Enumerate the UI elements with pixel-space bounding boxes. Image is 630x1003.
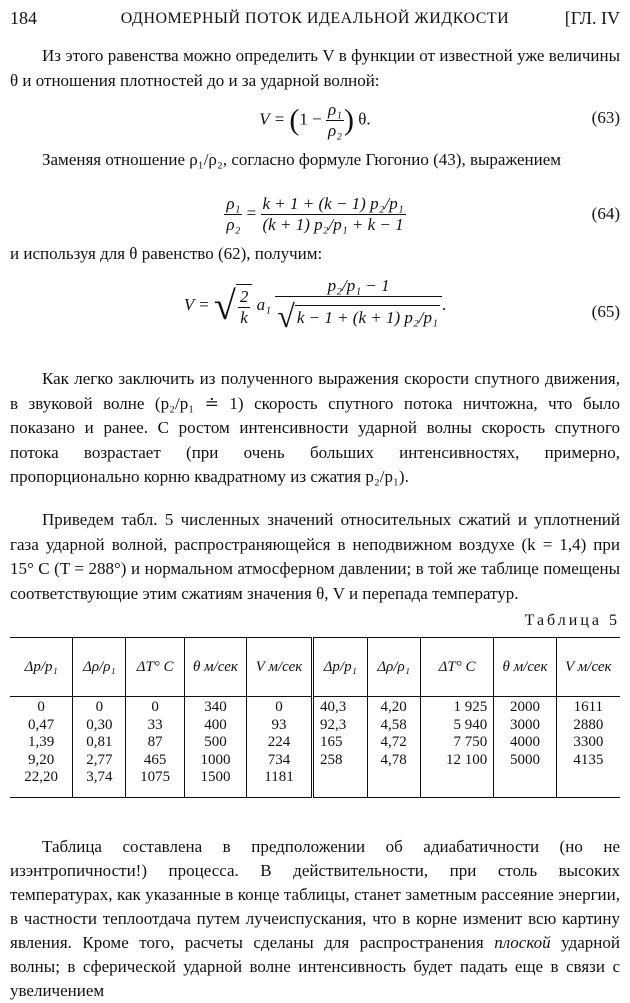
- col-right-theta: [494, 697, 556, 798]
- sqrt-sign-icon: √: [213, 282, 236, 328]
- eq63-tag: (63): [591, 108, 620, 127]
- table-cell: 87: [147, 734, 163, 750]
- eq63-one-minus: 1 −: [299, 109, 322, 129]
- table-cell: 500: [204, 734, 227, 750]
- table-cell: 7 750: [453, 734, 488, 750]
- eq64-equals: =: [246, 203, 257, 223]
- paragraph-6: [10, 835, 620, 1003]
- eq65-tail: .: [441, 294, 447, 314]
- paragraph-6-end: ударной волны; в сферической ударной волне интенсивность будет падать еще в связи с увеличением: [10, 933, 620, 1000]
- table-cell: 400: [204, 716, 227, 733]
- table-cell: 0,30: [86, 716, 113, 733]
- paragraph-6-emphasis: плоской: [494, 933, 551, 952]
- col-header: Δρ/ρ₁: [73, 638, 126, 697]
- table-header-row: [10, 638, 620, 697]
- table-cell: 12 100: [446, 751, 488, 768]
- paragraph-6-text: Таблица составлена в предположении об адиабатичности (но не изэнтропичности!) процесса. В действительности, при столь высоких температурах, как указанные в конце таблицы, станет заметным рассеяние энергии, в частности теплоотдача путем лучеиспускания, что в корне изменит всю картину явления. Кроме того, расчеты сделаны для распространения: [10, 837, 620, 952]
- col-header: V м/сек: [247, 638, 313, 697]
- eq64-rhs-denominator: (k + 1) p₂/p₁ + k − 1: [262, 215, 404, 234]
- eq65-radicand: k − 1 + (k + 1) p₂/p₁: [295, 305, 440, 328]
- table-cell: 0: [37, 699, 45, 715]
- table-cell: 1611: [573, 699, 604, 715]
- eq63-lhs: V =: [259, 109, 286, 129]
- table-cell: 2880: [573, 716, 604, 733]
- col-left-drho: [73, 697, 126, 798]
- col-right-dT: [420, 697, 494, 798]
- eq64-rhs-fraction: [261, 194, 406, 235]
- table-cell: 1181: [264, 769, 294, 785]
- table-cell: 165: [319, 734, 343, 750]
- equation-65: [10, 276, 620, 362]
- table-cell: 2000: [509, 699, 540, 715]
- eq65-tag: (65): [591, 302, 620, 321]
- table-cell: 1,39: [27, 734, 55, 750]
- table-cell: 33: [147, 716, 163, 733]
- table-cell: 0: [151, 699, 159, 715]
- paragraph-2: Заменяя отношение ρ₁/ρ₂, согласно формуле Гюгонио (43), выражением: [42, 150, 562, 169]
- table-cell: 465: [143, 751, 167, 768]
- eq65-outer-sqrt: [214, 282, 252, 330]
- table-cell: 40,3: [319, 699, 347, 715]
- col-left-dp: [10, 697, 73, 798]
- table-cell: 1075: [140, 769, 171, 785]
- table-caption: Таблица 5: [524, 612, 620, 629]
- page-number: 184: [10, 8, 37, 28]
- table-cell: 4,20: [380, 699, 407, 715]
- eq65-sqrt-fraction: [238, 287, 251, 329]
- col-left-theta: [184, 697, 246, 798]
- eq63-fraction: [326, 100, 344, 141]
- table-cell: 3300: [573, 734, 604, 750]
- eq64-rhs-numerator: k + 1 + (k − 1) p₂/p₁: [262, 194, 404, 213]
- col-header: ΔT° C: [420, 638, 494, 697]
- col-header: ΔT° C: [126, 638, 184, 697]
- col-header: Δρ/ρ₁: [367, 638, 420, 697]
- eq63-denominator: ρ₂: [327, 121, 343, 140]
- table-cell: 0: [95, 699, 104, 715]
- table-body-row: [10, 697, 620, 798]
- paragraph-5: Приведем табл. 5 численных значений относительных сжатий и уплотнений газа ударной волной, распространяющейся в неподвижном воздухе (k = 1,4) при 15° С (T = 288°) и нормальном атмосферном давлении; в той же таблице помещены соответствующие этим сжатиям значения θ, V и перепада температур.: [10, 510, 620, 603]
- eq63-tail: θ.: [358, 109, 371, 129]
- table-cell: 734: [267, 751, 291, 768]
- paragraph-1: Из этого равенства можно определить V в функции от известной уже величины θ и отношения плотностей до и за ударной волной:: [10, 46, 620, 90]
- eq64-tag: (64): [591, 204, 620, 223]
- table-cell: 4,78: [380, 751, 407, 768]
- table-cell: 4,58: [380, 716, 407, 733]
- eq65-main-numerator: p₂/p₁ − 1: [275, 276, 442, 297]
- col-left-dT: [126, 697, 184, 798]
- paragraph-3: и используя для θ равенство (62), получим:: [10, 244, 323, 263]
- col-right-drho: [367, 697, 420, 798]
- paragraph-4: Как легко заключить из полученного выражения скорости спутного движения, в звуковой волне (p₂/p₁ ≐ 1) скорость спутного потока ничтожна, что было показано и ранее. С ростом интенсивности ударной волны скорость спутного потока возрастает (при очень больших интенсивностях, примерно, пропорционально корню квадратному из сжатия p₂/p₁).: [10, 369, 620, 487]
- table-cell: 5000: [509, 751, 540, 768]
- table-cell: 9,20: [27, 751, 55, 768]
- chapter-label: [ГЛ. IV: [564, 8, 620, 28]
- col-header: V м/сек: [556, 638, 620, 697]
- table-cell: 4000: [509, 734, 540, 750]
- running-title: ОДНОМЕРНЫЙ ПОТОК ИДЕАЛЬНОЙ ЖИДКОСТИ: [120, 10, 510, 27]
- table-cell: 1000: [200, 751, 231, 768]
- col-header: Δp/p₁: [312, 638, 367, 697]
- table-5: [10, 637, 620, 798]
- eq65-main-fraction: [275, 276, 442, 336]
- eq64-lhs-fraction: [224, 194, 242, 235]
- eq65-main-denominator: [275, 297, 442, 335]
- col-header: θ м/сек: [184, 638, 246, 697]
- table-cell: 258: [319, 751, 343, 768]
- table-cell: 0: [275, 699, 283, 715]
- col-right-dp: [312, 697, 367, 798]
- table-cell: 0,81: [86, 734, 113, 750]
- table-cell: 0,47: [27, 716, 55, 733]
- eq64-lhs-numerator: ρ₁: [226, 194, 241, 213]
- equation-63: [10, 100, 620, 140]
- eq63-paren-open: (: [289, 103, 300, 137]
- table-cell: 2,77: [86, 751, 113, 768]
- sqrt-sign-icon: √: [277, 298, 295, 335]
- col-left-V: [247, 697, 313, 798]
- eq65-sqrt-numerator: 2: [238, 287, 251, 308]
- table-cell: 93: [271, 716, 287, 733]
- eq65-lhs: V =: [183, 294, 210, 314]
- table-cell: 5 940: [453, 716, 488, 733]
- table-cell: 3000: [509, 716, 540, 733]
- table-cell: 4,72: [380, 734, 407, 750]
- table-cell: 1 925: [453, 699, 488, 715]
- eq65-a1: a₁: [256, 294, 271, 314]
- col-header: Δp/p₁: [10, 638, 73, 697]
- eq64-lhs-denominator: ρ₂: [226, 215, 241, 234]
- eq63-numerator: ρ₁: [327, 100, 343, 119]
- running-header: [10, 8, 620, 30]
- table-cell: 22,20: [24, 769, 58, 785]
- eq65-sqrt-denominator: k: [240, 307, 248, 327]
- table-cell: 1500: [200, 769, 231, 785]
- col-right-V: [556, 697, 620, 798]
- table-cell: 92,3: [319, 716, 347, 733]
- col-header: θ м/сек: [494, 638, 556, 697]
- table-cell: 340: [204, 699, 227, 715]
- table-cell: 224: [267, 734, 291, 750]
- table-cell: 3,74: [86, 769, 113, 785]
- equation-64: [10, 194, 620, 240]
- table-cell: 4135: [573, 751, 604, 768]
- eq63-paren-close: ): [344, 103, 355, 137]
